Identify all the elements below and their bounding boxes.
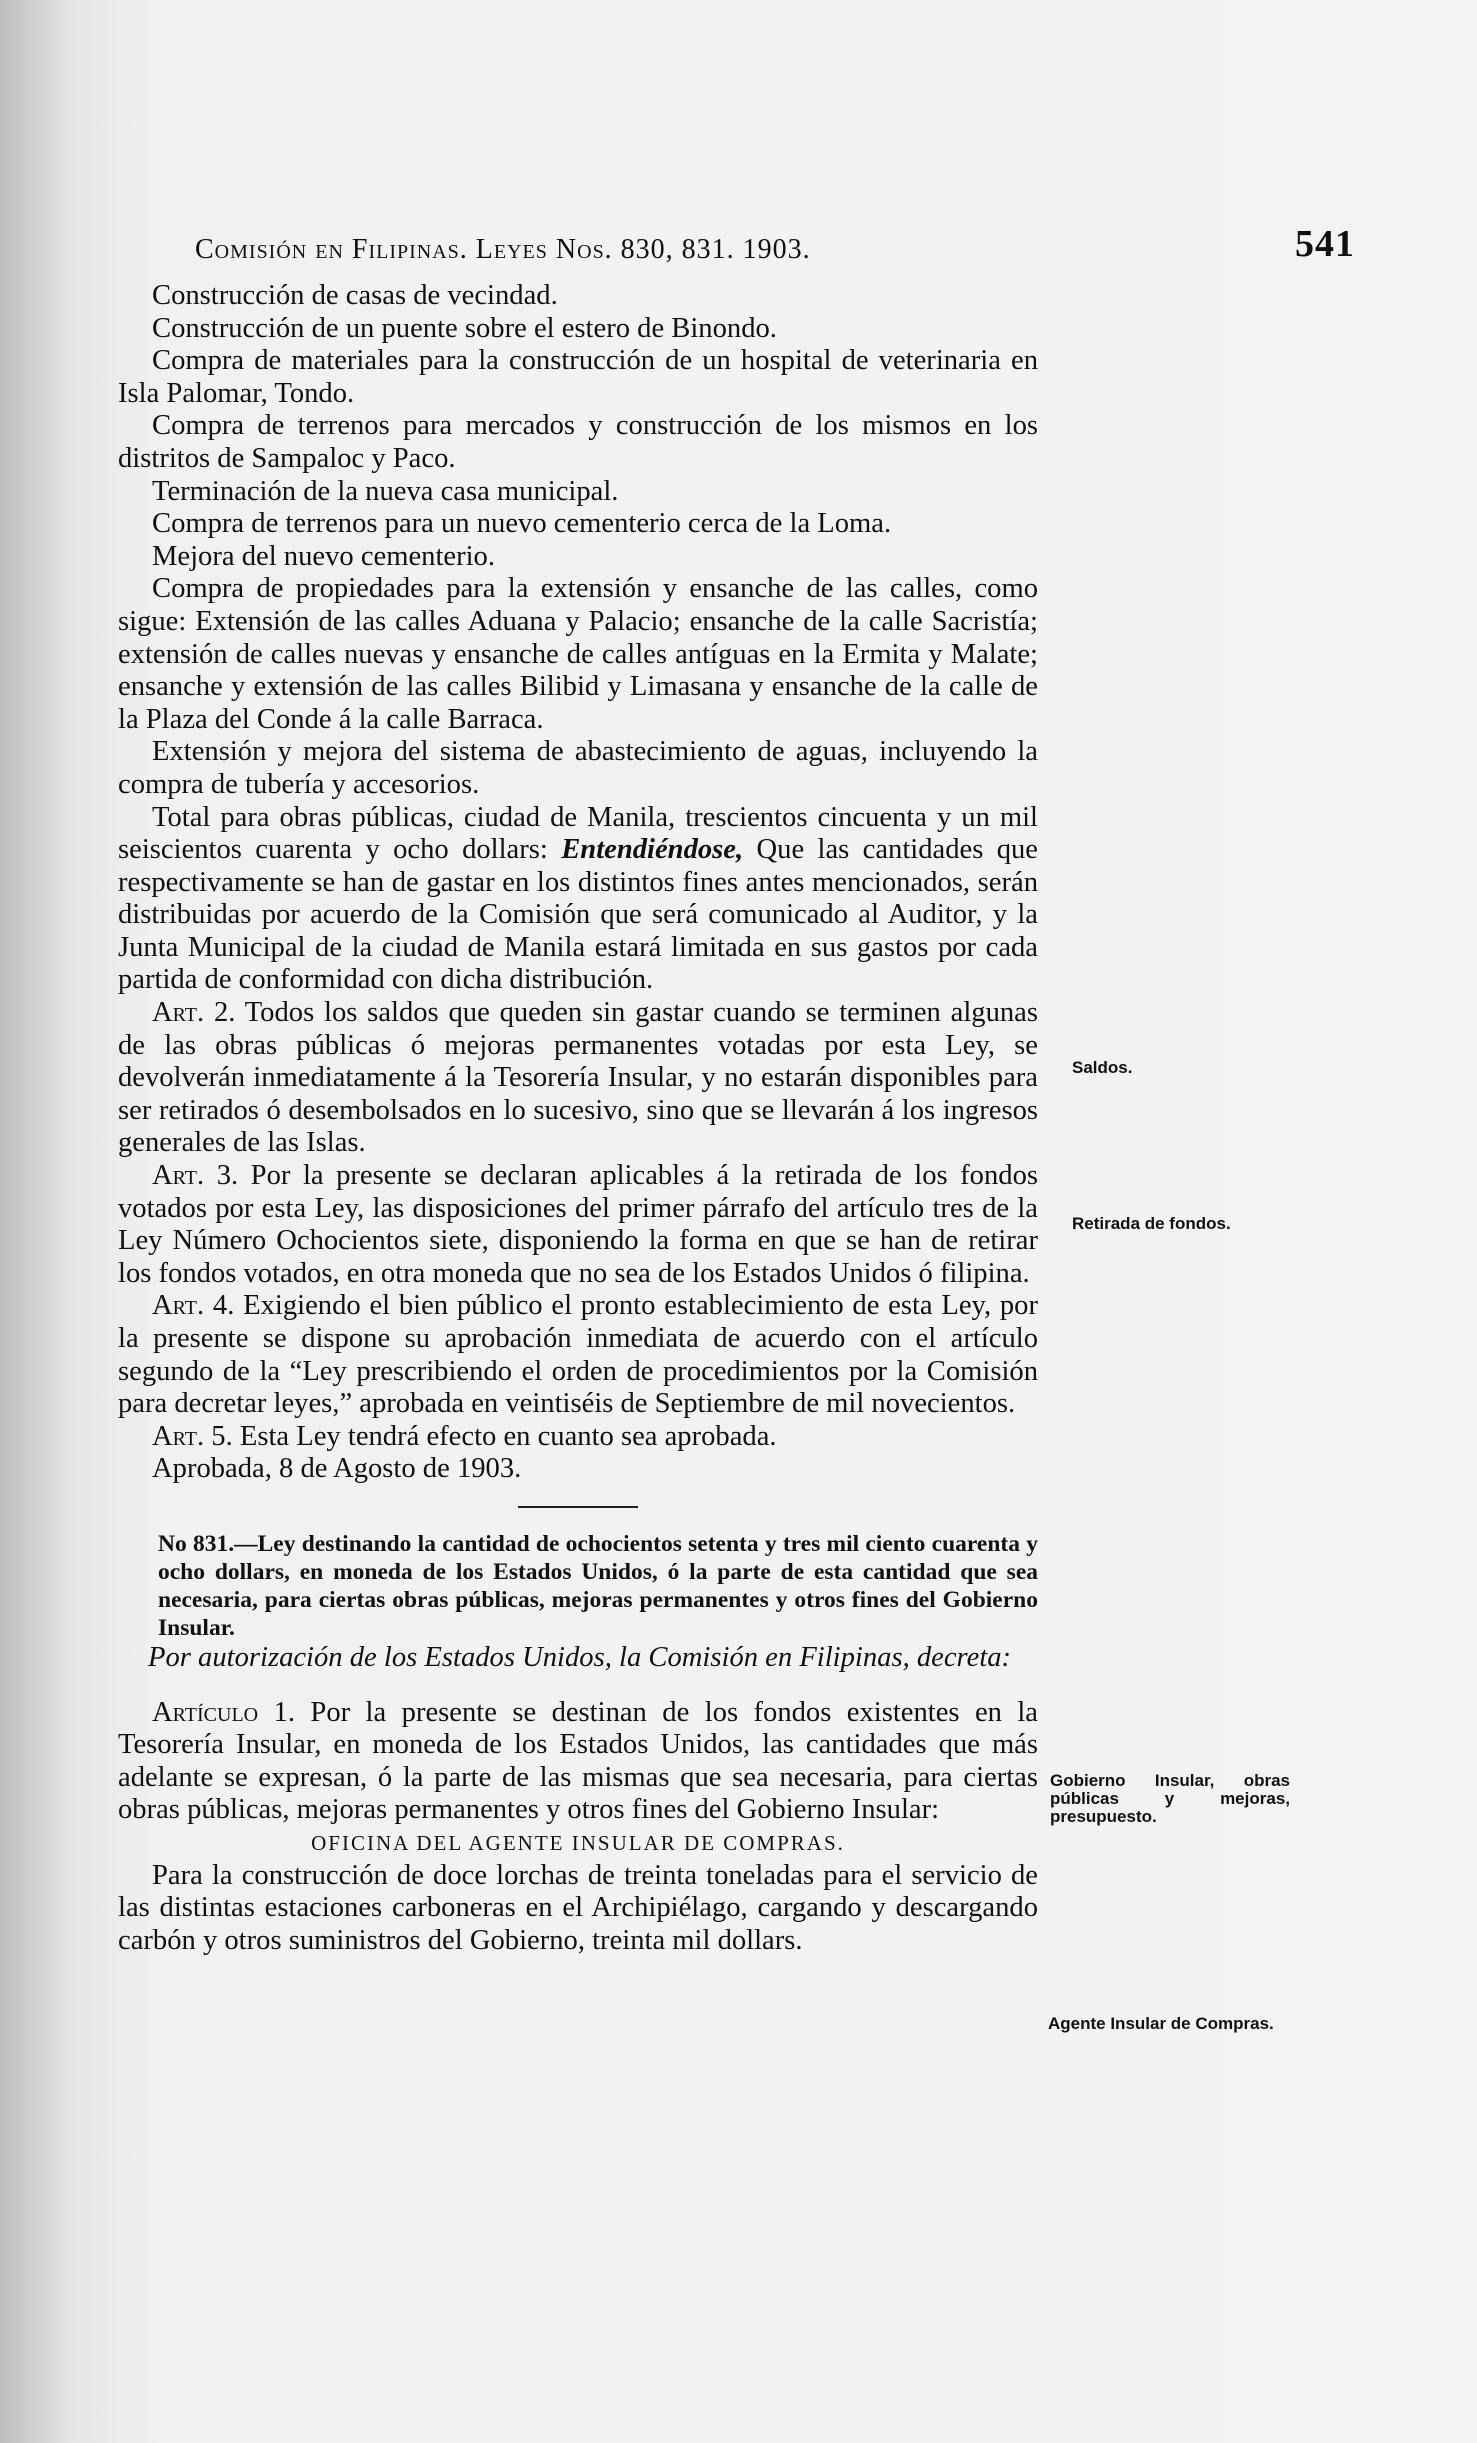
decree-line [118, 1642, 1038, 1675]
body-text [118, 280, 1038, 1957]
article-label: Art. 5. [152, 1420, 233, 1452]
paragraph: Terminación de la nueva casa municipal. [152, 475, 619, 507]
margin-note-gobierno: Gobierno Insular, obras públicas y mejoras, presupuesto. [1050, 1771, 1290, 1826]
section-heading: OFICINA DEL AGENTE INSULAR DE COMPRAS. [311, 1830, 845, 1855]
law-831-heading: No 831.—Ley destinando la cantidad de ochocientos setenta y tres mil ciento cuarenta y ocho dollars, en moneda de los Estados Unidos, ó la parte de esta cantidad que sea necesaria, para ciertas obras públicas, mejoras permanentes y otros fines del Gobierno Insular. [158, 1530, 1038, 1641]
paragraph: Construcción de un puente sobre el estero de Binondo. [152, 312, 777, 344]
margin-note-retirada: Retirada de fondos. [1072, 1214, 1231, 1233]
paragraph: Mejora del nuevo cementerio. [152, 540, 495, 572]
approval-date: Aprobada, 8 de Agosto de 1903. [152, 1453, 522, 1485]
article-4 [118, 1290, 1038, 1420]
page-number: 541 [1295, 223, 1355, 265]
article-label: Art. 4. [152, 1290, 235, 1322]
article-label: Art. 2. [152, 997, 236, 1029]
article-text: Esta Ley tendrá efecto en cuanto sea aprobada. [232, 1420, 777, 1452]
article-text: Por la presente se destinan de los fondos existentes en la Tesorería Insular, en moneda de los Estados Unidos, las cantidades que más adelante se expresan, ó la parte de las mismas que sea necesaria, para ciertas obras públicas, mejoras permanentes y otros fines del Gobierno Insular: [118, 1696, 1038, 1826]
article-label: Artículo 1. [152, 1696, 295, 1728]
paragraph: Para la construcción de doce lorchas de treinta toneladas para el servicio de las distintas estaciones carboneras en el Archipiélago, cargando y descargando carbón y otros suministros del Gobierno, treinta mil dollars. [118, 1859, 1038, 1956]
article-text: Exigiendo el bien público el pronto establecimiento de esta Ley, por la presente se dispone su aprobación inmediata de acuerdo con el artículo segundo de la “Ley prescribiendo el orden de procedimientos por la Comisión para decretar leyes,” aprobada en veintiséis de Septiembre de mil novecientos. [118, 1290, 1039, 1420]
article-label: Art. 3. [152, 1160, 239, 1192]
paragraph: Compra de materiales para la construcción de un hospital de veterinaria en Isla Palomar, Tondo. [118, 345, 1038, 409]
paragraph: Compra de terrenos para mercados y construcción de los mismos en los distritos de Sampaloc y Paco. [118, 410, 1038, 474]
paragraph: Construcción de casas de vecindad. [152, 280, 558, 311]
total-emphasis: Entendiéndose, [561, 834, 744, 866]
article-2 [118, 997, 1038, 1160]
running-header [195, 222, 1355, 272]
section-divider [518, 1506, 638, 1508]
total-text-cont: Que las cantidades que respectivamente se han de gastar en los distintos fines antes mencionados, serán distribuidas por acuerdo de la Comisión que será comunicado al Auditor, y la Junta Municipal de la ciudad de Manila estará limitada en sus gastos por cada partida de conformidad con dicha distribución. [118, 834, 1038, 996]
decree-text: Por autorización de los Estados Unidos, la Comisión en Filipinas, decreta: [148, 1641, 1012, 1673]
article-text: Por la presente se declaran aplicables á la retirada de los fondos votados por esta Ley, las disposiciones del primer párrafo del artículo tres de la Ley Número Ochocientos siete, disponiendo la forma en que se han de retirar los fondos votados, en otra moneda que no sea de los Estados Unidos ó filipina. [118, 1160, 1038, 1289]
paragraph: Compra de terrenos para un nuevo cementerio cerca de la Loma. [152, 508, 892, 540]
margin-note-saldos: Saldos. [1072, 1058, 1133, 1077]
article-text: Todos los saldos que queden sin gastar cuando se terminen algunas de las obras públicas ó mejoras permanentes votadas por esta Ley, se devolverán inmediatamente á la Tesorería Insular, y no estarán disponibles para ser retirados ó desembolsados en lo sucesivo, sino que se llevarán á los ingresos generales de las Islas. [118, 997, 1038, 1159]
total-paragraph [118, 802, 1038, 998]
margin-note-agente: Agente Insular de Compras. [1048, 2014, 1274, 2033]
paragraph: Extensión y mejora del sistema de abastecimiento de aguas, incluyendo la compra de tubería y accesorios. [118, 736, 1038, 800]
article-5 [118, 1421, 1038, 1454]
paragraph: Compra de propiedades para la extensión y ensanche de las calles, como sigue: Extensión de las calles Aduana y Palacio; ensanche de la calle Sacristía; extensión de calles nuevas y ensanche de calles antíguas en la Ermita y Malate; ensanche y extensión de las calles Bilibid y Limasana y ensanche de la calle de la Plaza del Conde á la calle Barraca. [118, 573, 1038, 735]
total-text: Total para obras públicas, ciudad de Manila, trescientos cincuenta y un mil seiscientos cuarenta y ocho dollars: [118, 801, 1038, 866]
article-1 [118, 1697, 1038, 1827]
running-title: Comisión en Filipinas. Leyes Nos. 830, 831. 1903. [195, 234, 811, 265]
article-3 [118, 1160, 1038, 1290]
